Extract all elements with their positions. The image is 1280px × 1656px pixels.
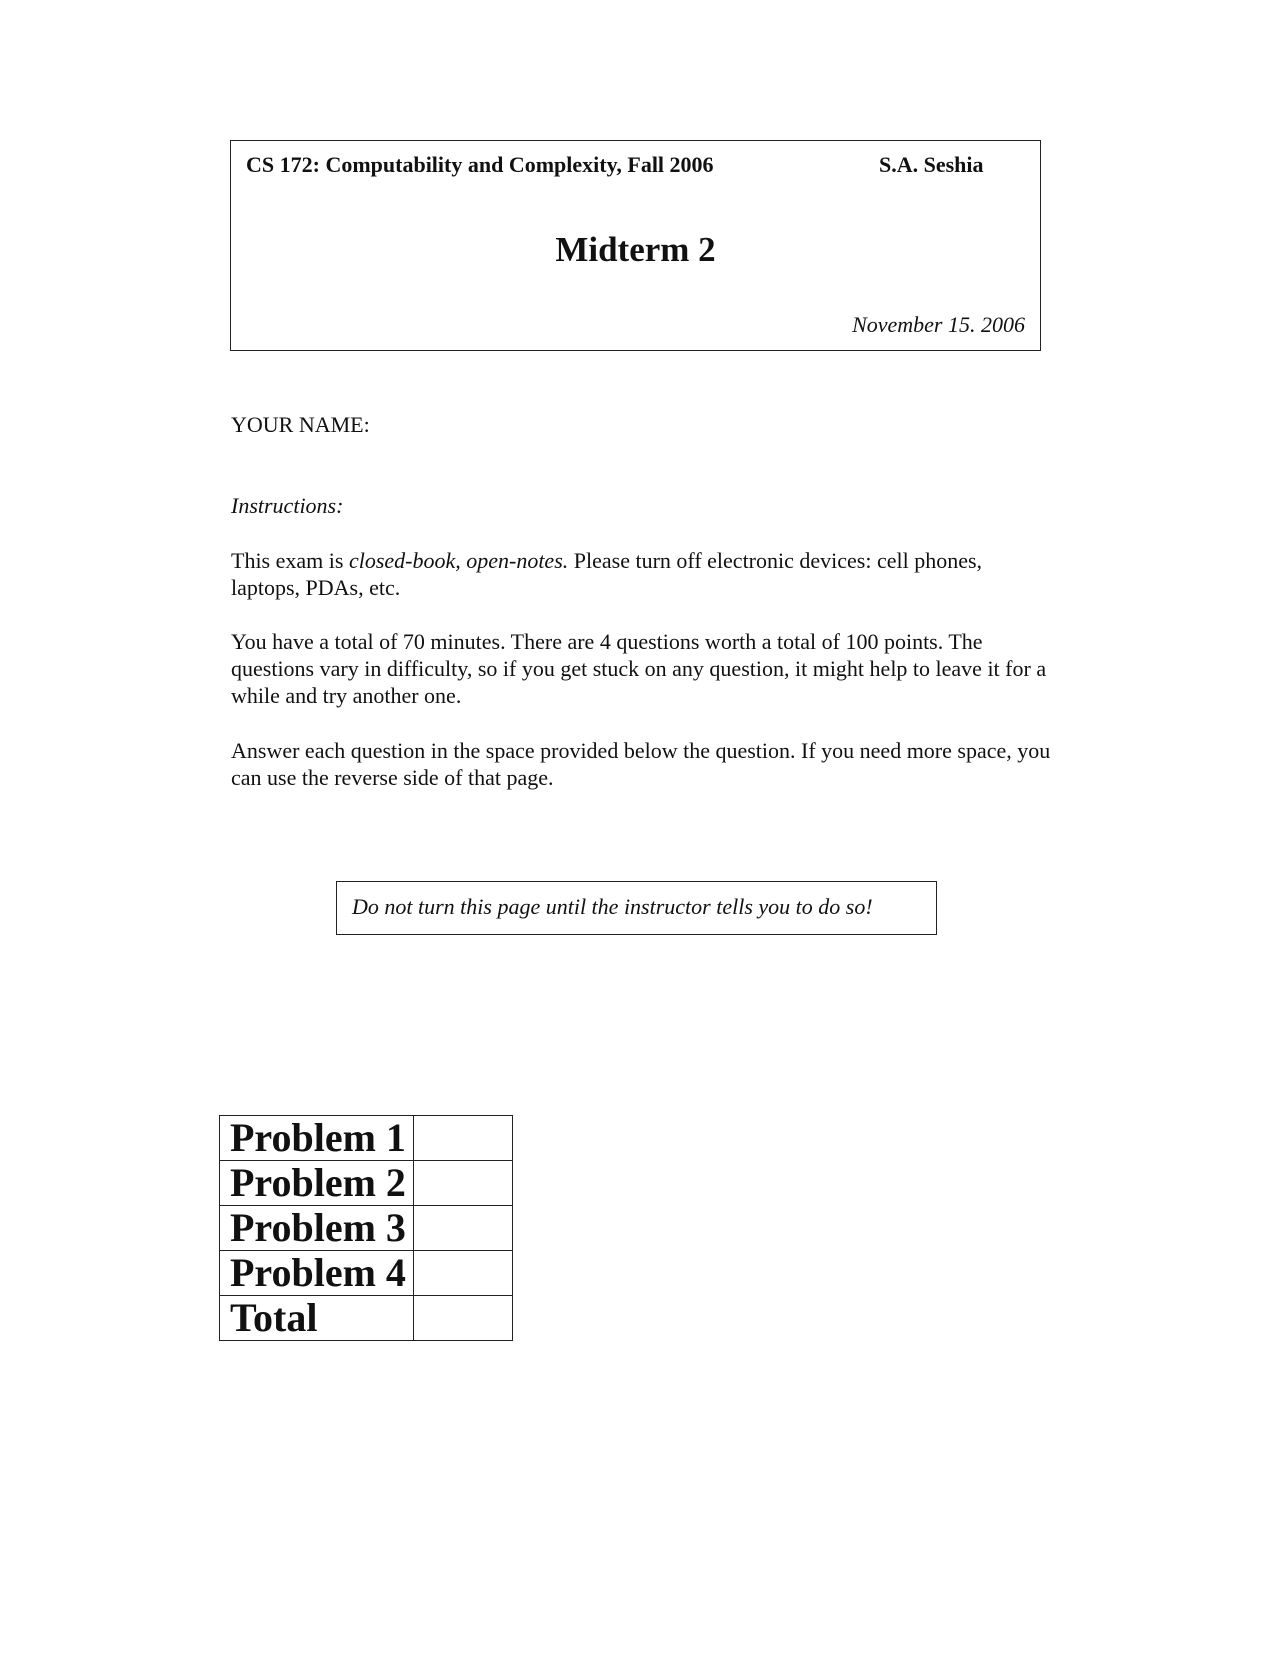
p1-text-end: Please turn off electronic devices: cell phones, laptops, PDAs, etc. — [231, 548, 983, 600]
instructions-heading: Instructions: — [231, 493, 344, 518]
instructions-paragraph-1 — [231, 547, 1051, 601]
score-cell — [414, 1116, 513, 1161]
score-cell — [414, 1206, 513, 1251]
instructions-paragraph-3: Answer each question in the space provided below the question. If you need more space, you can use the reverse side of that page. — [231, 738, 1051, 790]
exam-date: November 15. 2006 — [852, 312, 1025, 337]
instructions-paragraph-2: You have a total of 70 minutes. There are 4 questions worth a total of 100 points. The questions vary in difficulty, so if you get stuck on any question, it might help to leave it for a while and try another one. — [231, 629, 1047, 708]
table-row — [220, 1161, 513, 1206]
score-row-label: Problem 2 — [220, 1161, 414, 1206]
exam-header-box — [230, 140, 1041, 351]
table-row — [220, 1116, 513, 1161]
score-total-label: Total — [220, 1296, 414, 1341]
table-row — [220, 1206, 513, 1251]
instructor-name: S.A. Seshia — [879, 152, 984, 177]
score-row-label: Problem 4 — [220, 1251, 414, 1296]
p1-text-start: This exam is — [231, 548, 349, 573]
score-cell — [414, 1161, 513, 1206]
do-not-turn-warning: Do not turn this page until the instructor tells you to do so! — [336, 881, 937, 935]
your-name-label: YOUR NAME: — [231, 412, 370, 437]
score-cell — [414, 1251, 513, 1296]
score-total-cell — [414, 1296, 513, 1341]
score-table — [219, 1115, 513, 1341]
score-row-label: Problem 1 — [220, 1116, 414, 1161]
p1-emphasis: closed-book, open-notes. — [348, 548, 569, 573]
course-title: CS 172: Computability and Complexity, Fall 2006 — [246, 152, 714, 177]
score-row-label: Problem 3 — [220, 1206, 414, 1251]
exam-title: Midterm 2 — [555, 230, 716, 269]
table-row — [220, 1251, 513, 1296]
table-row — [220, 1296, 513, 1341]
